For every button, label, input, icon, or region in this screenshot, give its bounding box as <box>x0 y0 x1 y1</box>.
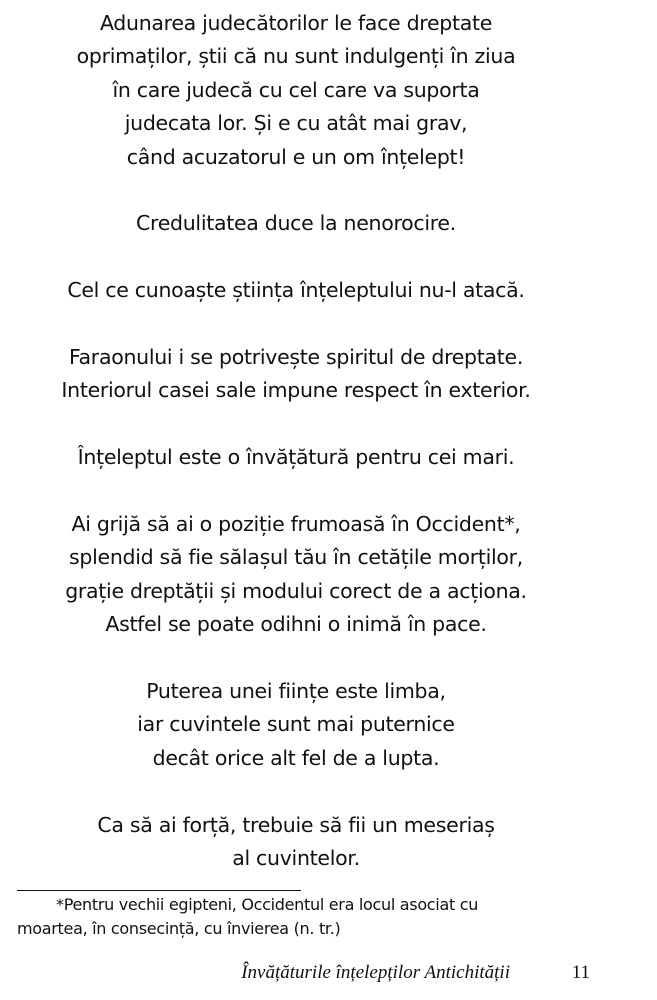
stanza <box>10 441 582 474</box>
text-line: Ca să ai forță, trebuie să fii un meseriaș <box>97 812 495 837</box>
text-line: al cuvintelor. <box>232 846 360 871</box>
text-line: în care judecă cu cel care va suporta <box>112 77 480 102</box>
text-line: Cel ce cunoaște știința înțeleptului nu-l atacă. <box>67 278 525 303</box>
text-line: când acuzatorul e un om înțelept! <box>126 144 466 169</box>
footnote <box>17 893 597 941</box>
footnote-line: moartea, în consecință, cu învierea (n. tr.) <box>17 919 341 938</box>
text-line: Adunarea judecătorilor le face dreptate <box>99 11 493 35</box>
text-line: Înțeleptul este o învățătură pentru cei mari. <box>77 445 515 470</box>
text-line: oprimaților, știi că nu sunt indulgenți în ziua <box>76 44 516 69</box>
text-line: judecata lor. Și e cu atât mai grav, <box>124 111 468 136</box>
text-line: splendid să fie sălașul tău în cetățile morților, <box>69 545 523 570</box>
text-line: Puterea unei ființe este limba, <box>146 679 446 704</box>
stanza <box>10 7 582 174</box>
text-line: Faraonului i se potrivește spiritul de dreptate. <box>68 345 524 370</box>
stanza <box>10 207 582 240</box>
footnote-divider <box>17 890 301 891</box>
page-number: 11 <box>571 962 590 983</box>
stanza <box>10 675 582 775</box>
text-line: iar cuvintele sunt mai puternice <box>137 712 455 737</box>
text-line: Credulitatea duce la nenorocire. <box>136 211 456 236</box>
text-line: decât orice alt fel de a lupta. <box>152 745 440 770</box>
text-line: Ai grijă să ai o poziție frumoasă în Occident*, <box>71 512 521 537</box>
main-text <box>10 7 582 909</box>
text-line: Interiorul casei sale impune respect în exterior. <box>61 378 531 403</box>
text-line: grație dreptății și modului corect de a acționa. <box>65 578 527 603</box>
text-line: Astfel se poate odihni o inimă în pace. <box>105 612 487 637</box>
stanza <box>10 809 582 876</box>
running-footer-title: Învățăturile înțelepților Antichității <box>241 962 510 983</box>
stanza <box>10 508 582 642</box>
footnote-line: *Pentru vechii egipteni, Occidentul era locul asociat cu <box>56 895 479 914</box>
stanza <box>10 341 582 408</box>
stanza <box>10 274 582 307</box>
